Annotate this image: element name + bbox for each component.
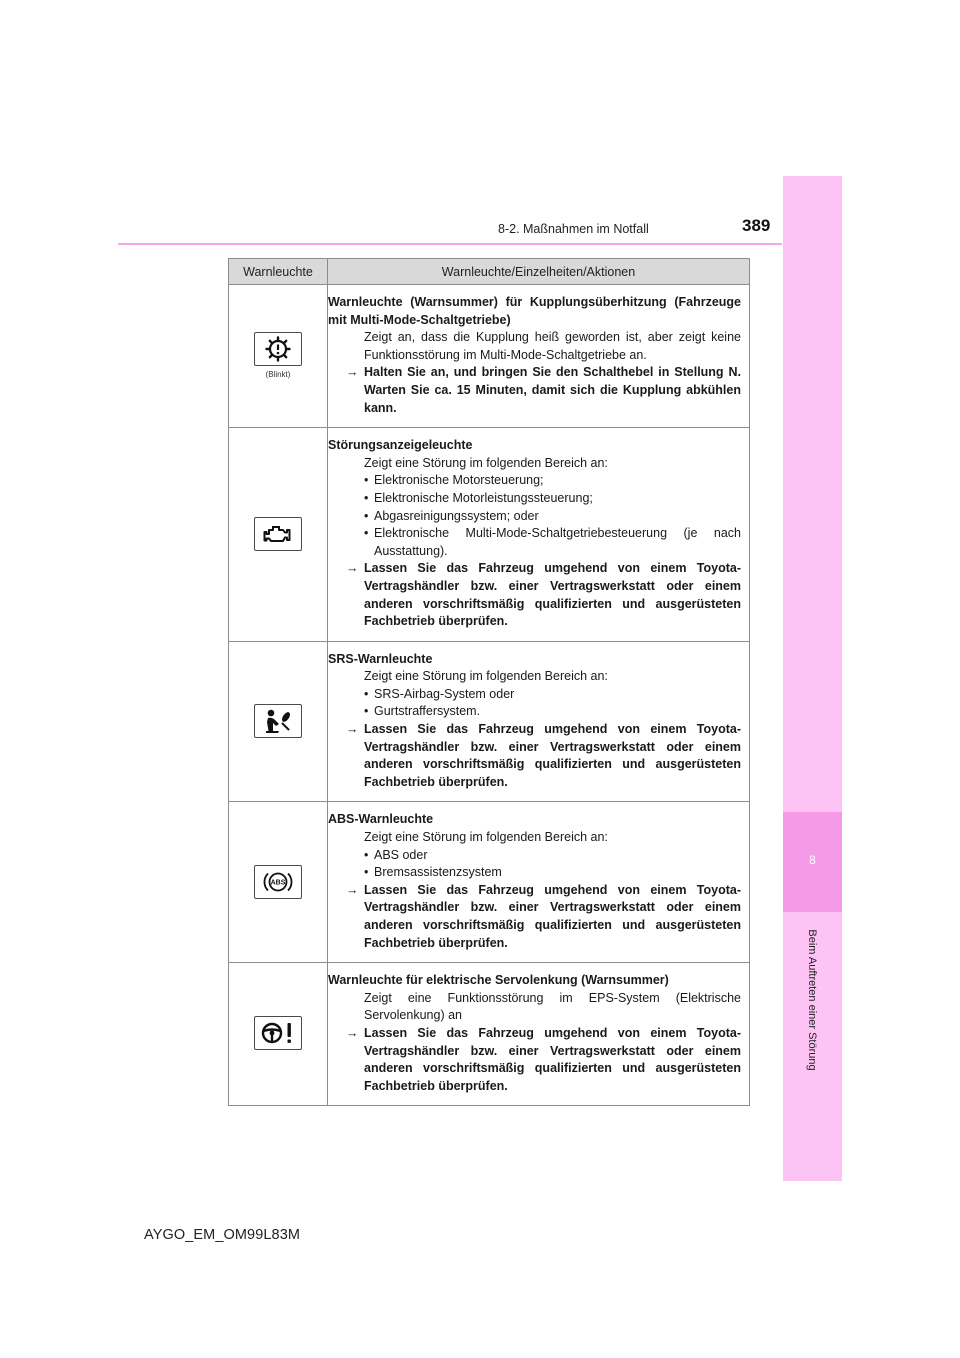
list-item: • SRS-Airbag-System oder <box>346 686 741 704</box>
column-header-details: Warnleuchte/Einzelheiten/Aktionen <box>328 259 750 285</box>
icon-cell <box>229 428 328 642</box>
table-header-row <box>229 259 750 285</box>
description-cell <box>328 802 750 963</box>
table-row <box>229 963 750 1106</box>
abs-icon <box>254 865 302 899</box>
row-text: Zeigt eine Funktionsstörung im EPS-System (Elektrische Servolenkung) an <box>364 990 741 1023</box>
row-action <box>346 560 741 630</box>
engine-malfunction-icon <box>254 517 302 551</box>
table-row <box>229 428 750 642</box>
table-row <box>229 802 750 963</box>
row-action <box>346 1025 741 1095</box>
row-action-text: Lassen Sie das Fahrzeug umgehend von einem Toyota-Vertragshändler bzw. einer Vertragswerkstatt oder einem anderen vorschriftsmäßig qualifizierten und ausgerüsteten Fachbetrieb überprüfen. <box>364 882 741 950</box>
arrow-icon: → <box>346 1025 359 1040</box>
list-item: • Bremsassistenzsystem <box>346 864 741 882</box>
arrow-icon: → <box>346 365 359 380</box>
page-number: 389 <box>742 216 771 235</box>
power-steering-icon <box>254 1016 302 1050</box>
abs-icon-label: ABS <box>270 879 286 887</box>
row-text: Zeigt an, dass die Kupplung heiß geworden ist, aber zeigt keine Funktionsstörung im Multi-Mode-Schaltgetriebe an. <box>364 330 741 362</box>
row-action-text: Lassen Sie das Fahrzeug umgehend von einem Toyota-Vertragshändler bzw. einer Vertragswerkstatt oder einem anderen vorschriftsmäßig qualifizierten und ausgerüsteten Fachbetrieb überprüfen. <box>364 722 741 789</box>
list-item: • Gurtstraffersystem. <box>346 703 741 721</box>
row-text: Zeigt eine Störung im folgenden Bereich an: <box>364 830 608 845</box>
chapter-number: 8 <box>809 853 816 867</box>
list-item: • ABS oder <box>346 847 741 865</box>
section-title: 8-2. Maßnahmen im Notfall <box>498 222 649 236</box>
table-row <box>229 641 750 802</box>
arrow-icon: → <box>346 561 359 576</box>
arrow-icon: → <box>346 882 359 897</box>
header-divider <box>118 243 782 245</box>
warning-light-table <box>228 258 750 1106</box>
row-action <box>346 721 741 791</box>
document-code: AYGO_EM_OM99L83M <box>144 1227 301 1243</box>
row-title: Störungsanzeigeleuchte <box>328 438 473 453</box>
description-cell <box>328 963 750 1106</box>
row-title: Warnleuchte (Warnsummer) für Kupplungsüberhitzung (Fahrzeuge mit Multi-Mode-Schaltgetriebe) <box>328 295 741 327</box>
description-cell <box>328 285 750 428</box>
row-title: SRS-Warnleuchte <box>328 651 433 666</box>
description-cell <box>328 641 750 802</box>
clutch-overheat-icon <box>254 332 302 366</box>
row-text: Zeigt eine Störung im folgenden Bereich an: <box>364 669 608 684</box>
row-action <box>346 882 741 952</box>
row-action-text: Lassen Sie das Fahrzeug umgehend von einem Toyota-Vertragshändler bzw. einer Vertragswerkstatt oder einem anderen vorschriftsmäßig qualifizierten und ausgerüsteten Fachbetrieb überprüfen. <box>364 561 741 629</box>
row-title: ABS-Warnleuchte <box>328 812 434 827</box>
list-item: • Elektronische Multi-Mode-Schaltgetriebesteuerung (je nach Ausstattung). <box>346 525 741 560</box>
description-cell <box>328 428 750 642</box>
icon-cell <box>229 963 328 1106</box>
row-title: Warnleuchte für elektrische Servolenkung (Warnsummer) <box>328 973 669 988</box>
row-action-text: Halten Sie an, und bringen Sie den Schalthebel in Stellung N. Warten Sie ca. 15 Minuten, damit sich die Kupplung abkühlen kann. <box>364 365 741 415</box>
list-item: • Elektronische Motorsteuerung; <box>346 472 741 490</box>
column-header-light: Warnleuchte <box>229 259 328 285</box>
list-item: • Abgasreinigungssystem; oder <box>346 508 741 526</box>
arrow-icon: → <box>346 722 359 737</box>
icon-cell <box>229 641 328 802</box>
icon-cell <box>229 802 328 963</box>
srs-airbag-icon <box>254 704 302 738</box>
table-row <box>229 285 750 428</box>
list-item: • Elektronische Motorleistungssteuerung; <box>346 490 741 508</box>
icon-cell <box>229 285 328 428</box>
row-text: Zeigt eine Störung im folgenden Bereich an: <box>364 455 608 470</box>
row-action <box>346 364 741 417</box>
row-action-text: Lassen Sie das Fahrzeug umgehend von einem Toyota-Vertragshändler bzw. einer Vertragswerkstatt oder einem anderen vorschriftsmäßig qualifizierten und ausgerüsteten Fachbetrieb überprüfen. <box>364 1025 741 1093</box>
chapter-title: Beim Auftreten einer Störung <box>806 929 818 1071</box>
icon-note-blinks: (Blinkt) <box>265 370 291 380</box>
